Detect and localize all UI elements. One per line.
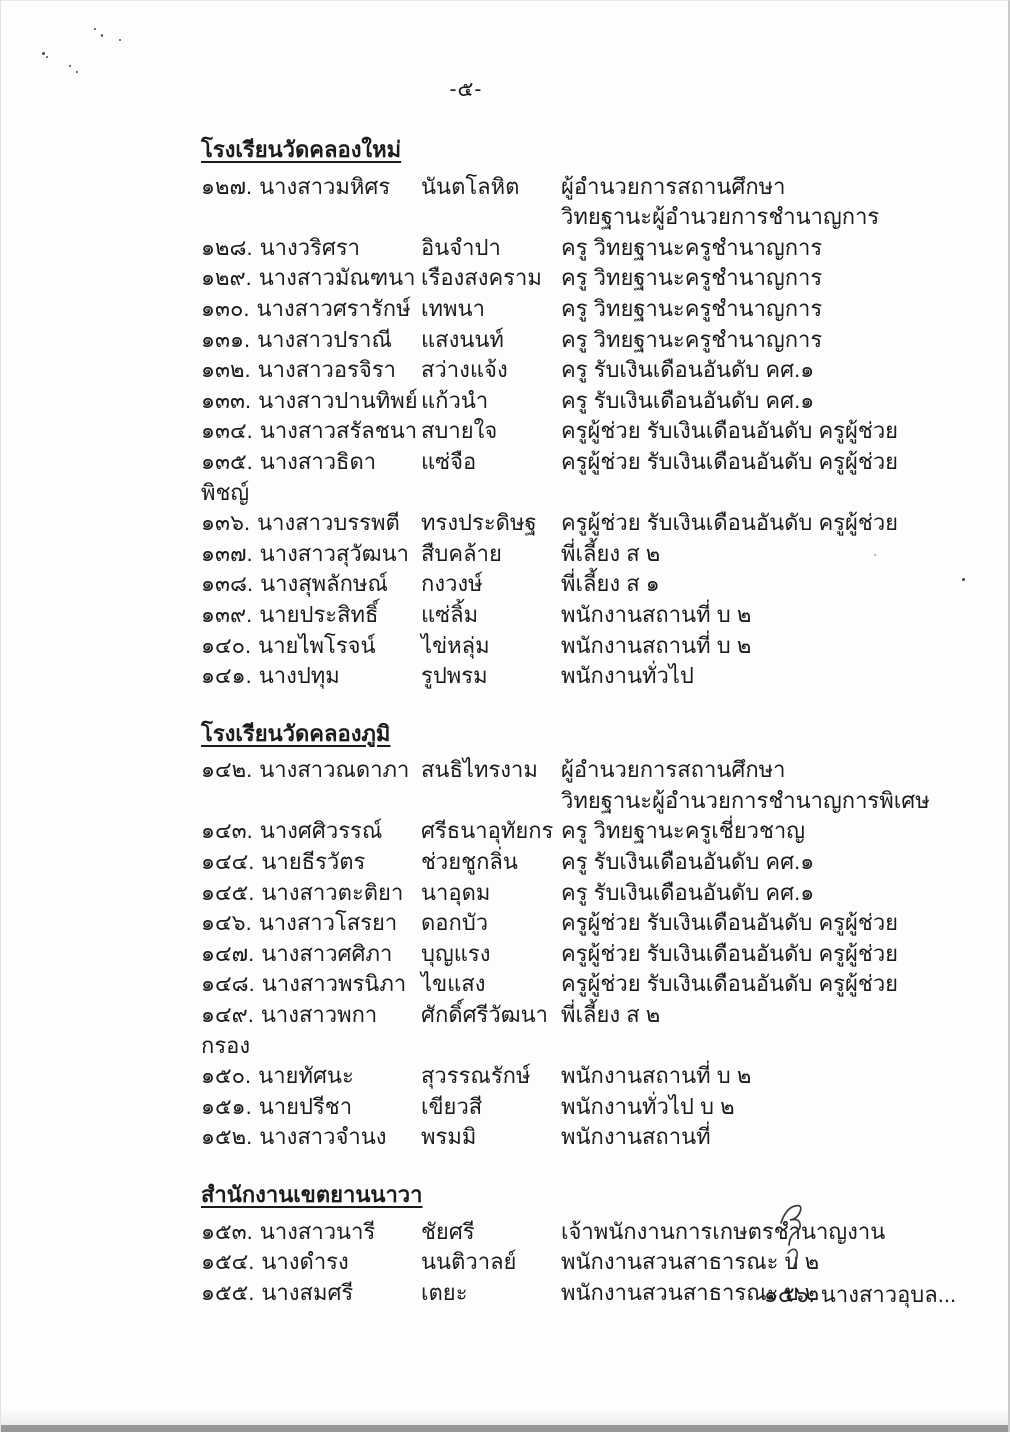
scan-speck: [101, 34, 103, 37]
table-row: [201, 969, 971, 1000]
person-first-name: นางปทุม: [258, 663, 340, 689]
table-row: [201, 816, 971, 847]
person-first-name: นางสุพลักษณ์: [260, 571, 388, 597]
person-position: [561, 816, 971, 847]
person-number: ๑๓๗.: [201, 540, 253, 566]
person-name-cell: [201, 600, 421, 631]
person-number: ๑๒๗.: [201, 173, 253, 199]
scan-edge: [1, 1425, 1008, 1432]
table-row: [201, 447, 971, 508]
person-surname: นันตโลหิต: [421, 173, 520, 199]
person-first-name: นางสาวณดาภา: [259, 757, 410, 783]
table-row: [201, 631, 971, 662]
person-position: [561, 661, 971, 692]
person-number: ๑๔๖.: [201, 910, 252, 936]
person-name-cell: [201, 847, 421, 878]
person-first-name: นางสาวโสรยา: [258, 910, 398, 936]
person-first-name: นางสาวศรารักษ์: [256, 295, 411, 321]
table-row: [201, 661, 971, 692]
position-line-1: พี่เลี้ยง ส ๑: [561, 571, 660, 597]
person-position: [561, 539, 971, 570]
person-surname: บุญแรง: [421, 940, 491, 966]
position-line-1: ผู้อำนวยการสถานศึกษา: [561, 757, 786, 783]
person-surname: ไขแสง: [421, 971, 486, 997]
table-row: [201, 539, 971, 570]
page-number: -๕-: [449, 78, 483, 101]
person-surname: พรมมิ: [421, 1124, 477, 1150]
table-row: [201, 1217, 971, 1248]
person-name-cell: [201, 355, 421, 386]
person-first-name: นายปรีชา: [258, 1093, 353, 1119]
person-first-name: นางสาวปานทิพย์: [258, 387, 418, 413]
table-row: [201, 569, 971, 600]
person-surname: ศักดิ์ศรีวัฒนา: [421, 1002, 548, 1028]
person-number: ๑๒๙.: [201, 265, 252, 291]
position-line-1: พี่เลี้ยง ส ๒: [561, 540, 661, 566]
person-name-cell: [201, 878, 421, 909]
person-first-name: นายทัศนะ: [258, 1063, 354, 1089]
table-row: [201, 908, 971, 939]
person-name-cell: [201, 263, 421, 294]
person-number: ๑๔๕.: [201, 879, 255, 905]
person-name-cell: [201, 172, 421, 203]
person-number: ๑๕๔.: [201, 1249, 255, 1275]
table-row: [201, 1000, 971, 1061]
person-surname: สบายใจ: [421, 418, 498, 444]
handwritten-mark-icon: [771, 1199, 813, 1271]
person-surname: เตยะ: [421, 1279, 468, 1305]
person-position: [561, 386, 971, 417]
person-surname: สนธิไทรงาม: [421, 757, 538, 783]
person-position: [561, 631, 971, 662]
section: [201, 719, 971, 1153]
person-name-cell: [201, 325, 421, 356]
position-line-1: พนักงานสถานที่ บ ๒: [561, 601, 752, 627]
position-line-1: ครู วิทยฐานะครูชำนาญการ: [561, 234, 823, 260]
person-first-name: นายประสิทธิ์: [259, 601, 379, 627]
personnel-list: [201, 135, 971, 1308]
person-name-cell: [201, 447, 421, 508]
person-number: ๑๓๕.: [201, 448, 253, 474]
person-surname: ชัยศรี: [421, 1218, 475, 1244]
person-number: ๑๔๐.: [201, 632, 252, 658]
table-row: [201, 1061, 971, 1092]
person-first-name: นางวริศรา: [259, 234, 361, 260]
position-line-1: ผู้อำนวยการสถานศึกษา: [561, 173, 786, 199]
person-first-name: นางสาวสรัลชนา: [259, 418, 418, 444]
person-number: ๑๒๘.: [201, 234, 253, 260]
position-line-1: พนักงานสวนสาธารณะ บ ๒: [561, 1249, 820, 1275]
person-position: [561, 1000, 971, 1031]
person-first-name: นางสมศรี: [261, 1279, 354, 1305]
person-first-name: นายธีรวัตร: [261, 849, 366, 875]
person-first-name: นางสาวจำนง: [259, 1124, 387, 1150]
person-surname: นนติวาลย์: [421, 1249, 517, 1275]
section-title: สำนักงานเขตยานนาวา: [201, 1182, 423, 1207]
scan-speck: [46, 56, 48, 58]
scan-speck: [76, 71, 78, 73]
person-name-cell: [201, 1278, 421, 1309]
person-name-cell: [201, 816, 421, 847]
person-position: [561, 1122, 971, 1153]
person-name-cell: [201, 294, 421, 325]
position-line-1: พนักงานทั่วไป: [561, 663, 694, 689]
position-line-1: ครูผู้ช่วย รับเงินเดือนอันดับ ครูผู้ช่วย: [561, 448, 899, 474]
table-row: [201, 325, 971, 356]
position-line-1: ครูผู้ช่วย รับเงินเดือนอันดับ ครูผู้ช่วย: [561, 971, 899, 997]
person-first-name: นางสาวพรนิภา: [261, 971, 407, 997]
position-line-1: ครู รับเงินเดือนอันดับ คศ.๑: [561, 849, 815, 875]
position-line-1: ครูผู้ช่วย รับเงินเดือนอันดับ ครูผู้ช่วย: [561, 510, 899, 536]
position-line-1: พนักงานสถานที่ บ ๒: [561, 1063, 752, 1089]
person-number: ๑๔๗.: [201, 940, 255, 966]
scan-speck: [94, 28, 96, 30]
person-first-name: นางศศิวรรณ์: [259, 818, 383, 844]
person-position: [561, 294, 971, 325]
person-position: [561, 878, 971, 909]
person-name-cell: [201, 1122, 421, 1153]
position-line-2: วิทยฐานะผู้อำนวยการชำนาญการพิเศษ: [561, 787, 930, 813]
table-row: [201, 878, 971, 909]
table-row: [201, 416, 971, 447]
person-surname: ดอกบัว: [421, 910, 489, 936]
position-line-1: ครู วิทยฐานะครูเชี่ยวชาญ: [561, 818, 805, 844]
person-number: ๑๔๑.: [201, 663, 252, 689]
person-position: [561, 908, 971, 939]
person-number: ๑๕๓.: [201, 1218, 253, 1244]
person-position: [561, 233, 971, 264]
section-title: โรงเรียนวัดคลองภูมิ: [201, 720, 391, 746]
section-rows: [201, 172, 971, 692]
person-first-name: นางสาวปราณี: [257, 326, 392, 352]
position-line-1: ครู วิทยฐานะครูชำนาญการ: [561, 326, 823, 352]
scan-speck: [119, 39, 121, 41]
person-name-cell: [201, 661, 421, 692]
section: [201, 135, 971, 692]
person-position: [561, 1217, 971, 1248]
person-name-cell: [201, 233, 421, 264]
person-first-name: นางสาวศศิภา: [261, 940, 393, 966]
person-number: ๑๔๘.: [201, 971, 255, 997]
person-surname: ทรงประดิษฐ: [421, 510, 537, 536]
person-surname: แซ่จือ: [421, 448, 477, 474]
table-row: [201, 1247, 971, 1278]
table-row: [201, 1092, 971, 1123]
person-name-cell: [201, 908, 421, 939]
person-position: [561, 263, 971, 294]
page-bottom-shadow: [1, 1409, 1008, 1425]
person-name-cell: [201, 1000, 421, 1061]
person-number: ๑๓๓.: [201, 387, 252, 413]
person-position: [561, 508, 971, 539]
person-number: ๑๓๒.: [201, 357, 251, 383]
scan-speck: [42, 52, 45, 55]
person-position: [561, 569, 971, 600]
person-position: [561, 325, 971, 356]
person-surname: สืบคล้าย: [421, 540, 502, 566]
table-row: [201, 847, 971, 878]
table-row: [201, 508, 971, 539]
table-row: [201, 1122, 971, 1153]
person-position: [561, 969, 971, 1000]
person-surname: เขียวสี: [421, 1093, 483, 1119]
position-line-1: พนักงานทั่วไป บ ๒: [561, 1093, 735, 1119]
person-position: [561, 1092, 971, 1123]
table-row: [201, 263, 971, 294]
person-first-name: นางดำรง: [261, 1249, 349, 1275]
table-row: [201, 386, 971, 417]
table-row: [201, 755, 971, 816]
table-row: [201, 355, 971, 386]
person-name-cell: [201, 416, 421, 447]
person-number: ๑๓๙.: [201, 601, 253, 627]
person-name-cell: [201, 569, 421, 600]
scan-speck: [69, 65, 71, 67]
person-surname: เทพนา: [421, 295, 485, 321]
position-line-1: ครูผู้ช่วย รับเงินเดือนอันดับ ครูผู้ช่วย: [561, 910, 899, 936]
person-surname: แซ่ลิ้ม: [421, 601, 479, 627]
person-surname: เรืองสงคราม: [421, 265, 542, 291]
person-first-name: นางสาวสุวัฒนา: [259, 540, 409, 566]
continuation-text: ๑๕๖. นางสาวอุบล...: [764, 1282, 957, 1307]
person-first-name: นางสาวมหิศร: [259, 173, 391, 199]
person-first-name: นางสาวบรรพตี: [257, 510, 400, 536]
person-surname: แก้วนำ: [421, 387, 489, 413]
person-name-cell: [201, 539, 421, 570]
person-first-name: นางสาวอรจิรา: [257, 357, 396, 383]
person-number: ๑๔๓.: [201, 818, 253, 844]
person-name-cell: [201, 631, 421, 662]
person-name-cell: [201, 1217, 421, 1248]
person-surname: สว่างแจ้ง: [421, 357, 508, 383]
person-position: [561, 1247, 971, 1278]
person-surname: สุวรรณรักษ์: [421, 1063, 531, 1089]
person-surname: แสงนนท์: [421, 326, 504, 352]
person-number: ๑๓๔.: [201, 418, 253, 444]
scan-speck: [874, 554, 876, 556]
person-name-cell: [201, 508, 421, 539]
person-number: ๑๓๖.: [201, 510, 251, 536]
position-line-1: ครูผู้ช่วย รับเงินเดือนอันดับ ครูผู้ช่วย: [561, 418, 899, 444]
position-line-1: ครู รับเงินเดือนอันดับ คศ.๑: [561, 357, 815, 383]
person-position: [561, 600, 971, 631]
scan-speck: [962, 578, 965, 581]
person-surname: นาอุดม: [421, 879, 491, 905]
section-title: โรงเรียนวัดคลองใหม่: [201, 137, 402, 162]
person-position: [561, 939, 971, 970]
position-line-1: ครู วิทยฐานะครูชำนาญการ: [561, 295, 823, 321]
person-position: [561, 447, 971, 478]
person-first-name: นางสาวตะติยา: [261, 879, 404, 905]
section-rows: [201, 755, 971, 1153]
position-line-1: พี่เลี้ยง ส ๒: [561, 1002, 661, 1028]
person-position: [561, 847, 971, 878]
person-name-cell: [201, 1247, 421, 1278]
position-line-1: ครูผู้ช่วย รับเงินเดือนอันดับ ครูผู้ช่วย: [561, 940, 899, 966]
person-first-name: นายไพโรจน์: [258, 632, 376, 658]
person-name-cell: [201, 969, 421, 1000]
position-line-2: วิทยฐานะผู้อำนวยการชำนาญการ: [561, 204, 880, 230]
position-line-1: ครู วิทยฐานะครูชำนาญการ: [561, 265, 823, 291]
person-first-name: นางสาวพกากรอง: [201, 1002, 378, 1058]
person-number: ๑๕๑.: [201, 1093, 252, 1119]
person-surname: อินจำปา: [421, 234, 501, 260]
person-position: [561, 1061, 971, 1092]
person-surname: รูปพรม: [421, 663, 488, 689]
position-line-1: พนักงานสวนสาธารณะ บ ๒: [561, 1279, 820, 1305]
table-row: [201, 172, 971, 233]
person-name-cell: [201, 755, 421, 786]
person-position: [561, 755, 971, 816]
person-surname: กงวงษ์: [421, 571, 483, 597]
person-number: ๑๕๐.: [201, 1063, 252, 1089]
person-position: [561, 355, 971, 386]
person-first-name: นางสาวนารี: [259, 1218, 376, 1244]
person-name-cell: [201, 386, 421, 417]
person-name-cell: [201, 939, 421, 970]
table-row: [201, 294, 971, 325]
position-line-1: เจ้าพนักงานการเกษตรชำนาญงาน: [561, 1218, 886, 1244]
person-first-name: นางสาวมัณฑนา: [258, 265, 416, 291]
person-surname: ช่วยชูกลิ่น: [421, 849, 518, 875]
person-number: ๑๔๙.: [201, 1002, 254, 1028]
position-line-1: ครู รับเงินเดือนอันดับ คศ.๑: [561, 387, 815, 413]
person-name-cell: [201, 1061, 421, 1092]
position-line-1: พนักงานสถานที่: [561, 1124, 711, 1150]
person-surname: ศรีธนาอุทัยกร: [421, 818, 554, 844]
person-number: ๑๓๘.: [201, 571, 254, 597]
person-number: ๑๔๒.: [201, 757, 253, 783]
person-first-name: นางสาวธิดาพิชญ์: [201, 448, 377, 505]
position-line-1: ครู รับเงินเดือนอันดับ คศ.๑: [561, 879, 815, 905]
table-row: [201, 600, 971, 631]
position-line-1: พนักงานสถานที่ บ ๒: [561, 632, 752, 658]
person-name-cell: [201, 1092, 421, 1123]
person-number: ๑๔๔.: [201, 849, 255, 875]
person-number: ๑๕๒.: [201, 1124, 253, 1150]
table-row: [201, 233, 971, 264]
person-position: [561, 172, 971, 233]
table-row: [201, 939, 971, 970]
person-surname: ไข่หลุ่ม: [421, 632, 490, 658]
person-number: ๑๕๕.: [201, 1279, 255, 1305]
person-position: [561, 416, 971, 447]
person-number: ๑๓๑.: [201, 326, 251, 352]
person-number: ๑๓๐.: [201, 295, 250, 321]
